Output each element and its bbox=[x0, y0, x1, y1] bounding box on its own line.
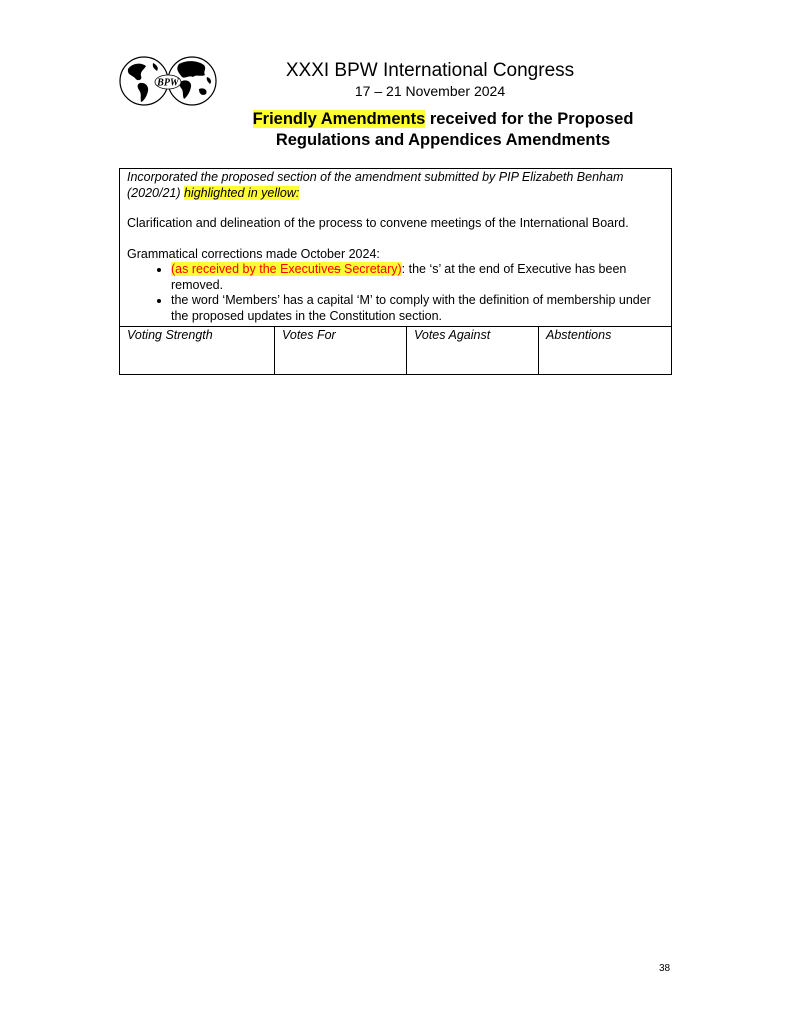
congress-dates: 17 – 21 November 2024 bbox=[354, 83, 506, 99]
congress-title: XXXI BPW International Congress bbox=[285, 60, 575, 81]
intro-text: Incorporated the proposed section of the amendment submitted by PIP Elizabeth Benham (2020/21) bbox=[127, 170, 624, 200]
clarification-paragraph: Clarification and delineation of the process to convene meetings of the International Board. bbox=[127, 216, 629, 230]
grammatical-heading: Grammatical corrections made October 2024: bbox=[127, 246, 380, 261]
bullet1-red-start: (as received by the Executive bbox=[171, 262, 335, 276]
voting-strength-cell: Voting Strength bbox=[120, 327, 275, 375]
logo-text: BPW bbox=[157, 77, 179, 89]
page-number: 38 bbox=[659, 963, 671, 974]
bpw-globe-logo bbox=[119, 55, 217, 107]
abstentions-cell: Abstentions bbox=[539, 327, 672, 375]
bullet1-red-end: Secretary) bbox=[340, 262, 402, 276]
votes-for-cell: Votes For bbox=[275, 327, 407, 375]
corrections-list bbox=[127, 262, 664, 324]
content-cell bbox=[120, 169, 672, 327]
intro-highlight: highlighted in yellow: bbox=[183, 185, 300, 200]
content-row bbox=[120, 169, 672, 327]
voting-row bbox=[120, 327, 672, 375]
list-item: • the word ‘Members’ has a capital ‘M’ to comply with the definition of membership under the proposed updates in the Constitution section. bbox=[171, 293, 664, 324]
heading-highlight: Friendly Amendments bbox=[252, 110, 426, 128]
intro-paragraph bbox=[127, 170, 664, 201]
bullet1-struck-s: s bbox=[334, 262, 341, 276]
heading-line1-rest: received for the Proposed bbox=[425, 110, 634, 128]
list-item bbox=[171, 262, 664, 293]
document-heading bbox=[200, 109, 686, 151]
bullet1-rest: : the ‘s’ at the end of Executive has been removed. bbox=[171, 262, 627, 292]
amendment-table bbox=[119, 168, 672, 375]
heading-line2: Regulations and Appendices Amendments bbox=[275, 131, 611, 149]
votes-against-cell: Votes Against bbox=[407, 327, 539, 375]
